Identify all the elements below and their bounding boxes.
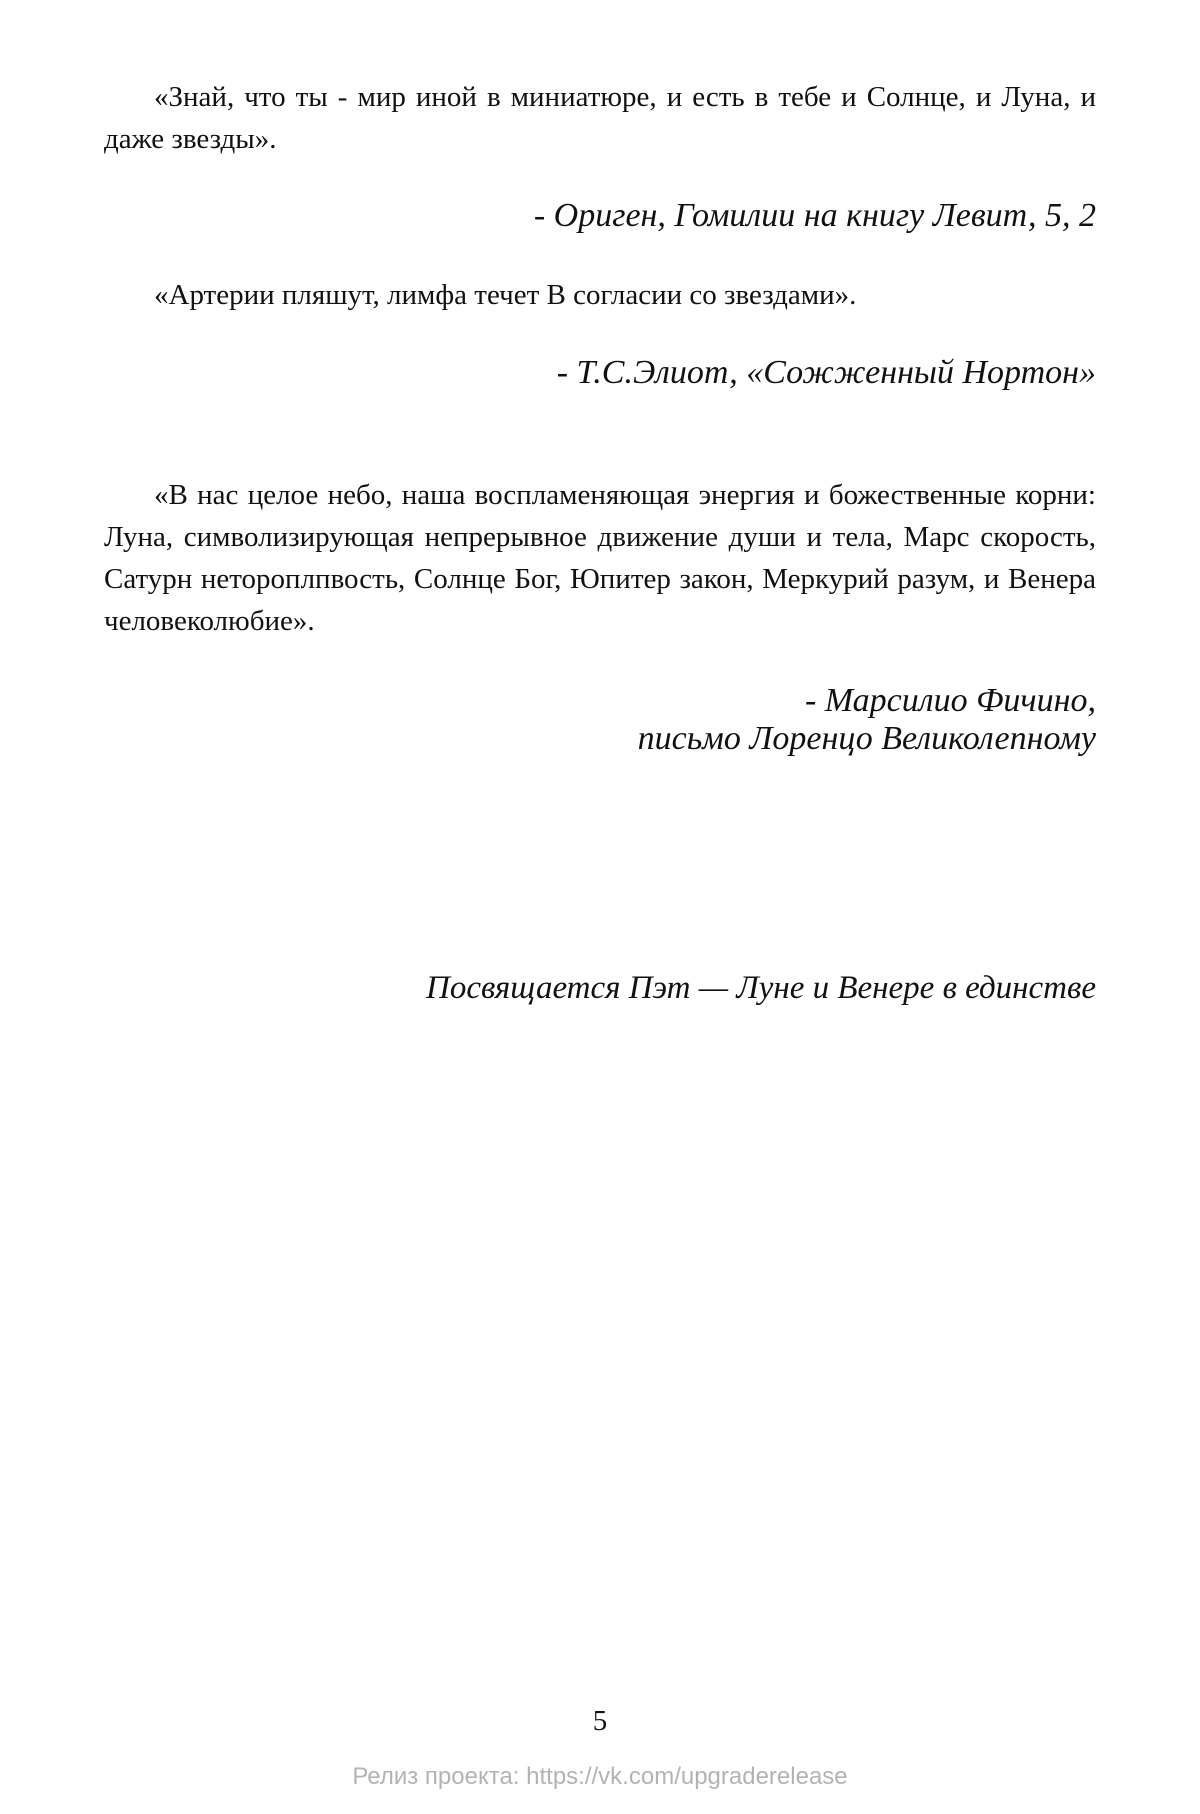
attribution-line: письмо Лоренцо Великолепному bbox=[637, 720, 1096, 757]
release-watermark: Релиз проекта: https://vk.com/upgraderelease bbox=[352, 1763, 848, 1790]
epigraph-attribution-origen bbox=[196, 197, 1096, 235]
epigraph-quote-eliot: «Артерии пляшут, лимфа течет В согласии со звездами». bbox=[154, 279, 857, 311]
epigraph-attribution-eliot bbox=[196, 354, 1096, 392]
attribution-line: - Марсилио Фичино, bbox=[804, 682, 1096, 719]
attribution-line: - Т.С.Элиот, «Сожженный Нортон» bbox=[556, 354, 1096, 391]
dedication: Посвящается Пэт — Луне и Венере в единстве bbox=[426, 970, 1096, 1006]
epigraph-attribution-ficino bbox=[196, 682, 1096, 758]
epigraph-quote-origen: «Знай, что ты - мир иной в миниатюре, и есть в тебе и Солнце, и Луна, и даже звезды». bbox=[104, 81, 1096, 155]
epigraph-quote-ficino: «В нас целое небо, наша воспламеняющая энергия и божественные корни: Луна, символизирующая непрерывное движение души и тела, Марс скорость, Сатурн нетороплпвость, Солнце Бог, Юпитер закон, Меркурий разум, и Венера человеколюбие». bbox=[104, 479, 1096, 637]
attribution-line: - Ориген, Гомилии на книгу Левит, 5, 2 bbox=[533, 197, 1096, 234]
page-number: 5 bbox=[592, 1705, 608, 1737]
